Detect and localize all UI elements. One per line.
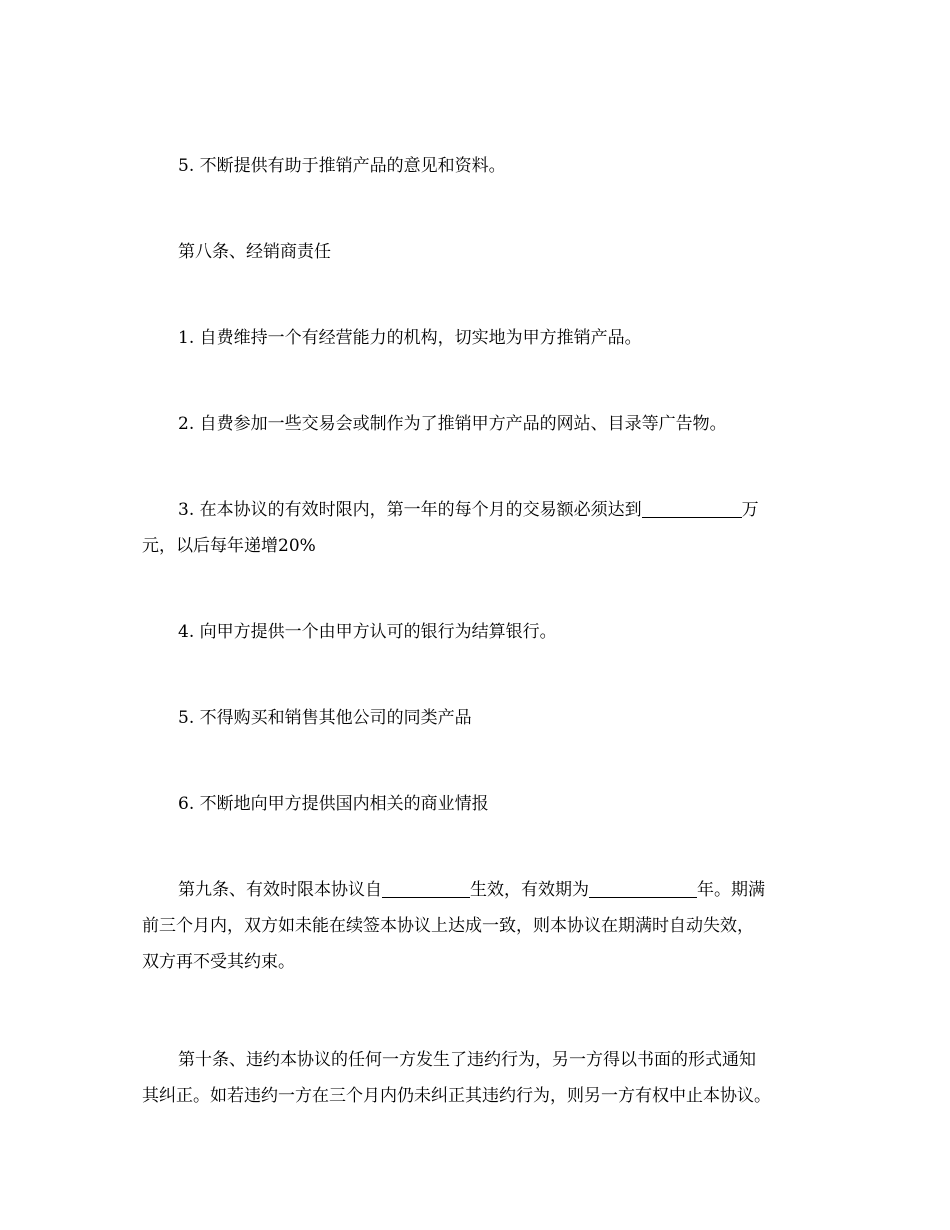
paragraph-text: 元，以后每年递增20% xyxy=(142,536,316,556)
paragraph-text: 5. 不得购买和销售其他公司的同类产品 xyxy=(178,708,472,728)
article-8-item-3 xyxy=(142,492,822,564)
paragraph-line xyxy=(142,872,822,908)
article-9 xyxy=(142,872,822,980)
article-8-item-6 xyxy=(142,786,822,822)
paragraph-text: 2. 自费参加一些交易会或制作为了推销甲方产品的网站、目录等广告物。 xyxy=(178,414,727,434)
paragraph-line xyxy=(142,492,822,528)
fill-in-blank[interactable] xyxy=(382,879,470,898)
clause-7-item-5 xyxy=(142,148,822,184)
paragraph-text: 第九条、有效时限本协议自 xyxy=(178,880,382,900)
article-8-item-5 xyxy=(142,700,822,736)
article-8-item-4 xyxy=(142,614,822,650)
paragraph-text: 4. 向甲方提供一个由甲方认可的银行为结算银行。 xyxy=(178,622,557,642)
article-8-item-2 xyxy=(142,406,822,442)
paragraph-text: 前三个月内，双方如未能在续签本协议上达成一致，则本协议在期满时自动失效， xyxy=(142,916,754,936)
paragraph-text: 第十条、违约本协议的任何一方发生了违约行为，另一方得以书面的形式通知 xyxy=(178,1050,756,1070)
paragraph-text: 3. 在本协议的有效时限内，第一年的每个月的交易额必须达到 xyxy=(178,500,642,520)
article-8-item-1 xyxy=(142,320,822,356)
paragraph-text: 年。期满 xyxy=(697,880,765,900)
paragraph-text: 1. 自费维持一个有经营能力的机构，切实地为甲方推销产品。 xyxy=(178,328,642,348)
paragraph-text: 双方再不受其约束。 xyxy=(142,952,295,972)
paragraph-text: 其纠正。如若违约一方在三个月内仍未纠正其违约行为，则另一方有权中止本协议。 xyxy=(142,1086,771,1106)
fill-in-blank[interactable] xyxy=(589,879,697,898)
paragraph-text: 5. 不断提供有助于推销产品的意见和资料。 xyxy=(178,156,506,176)
paragraph-text: 第八条、经销商责任 xyxy=(178,242,331,262)
fill-in-blank[interactable] xyxy=(642,499,742,518)
paragraph-text: 万 xyxy=(741,500,759,520)
paragraph-text: 6. 不断地向甲方提供国内相关的商业情报 xyxy=(178,794,489,814)
article-8-heading xyxy=(142,234,822,270)
paragraph-text: 生效，有效期为 xyxy=(470,880,589,900)
article-10 xyxy=(142,1042,822,1114)
